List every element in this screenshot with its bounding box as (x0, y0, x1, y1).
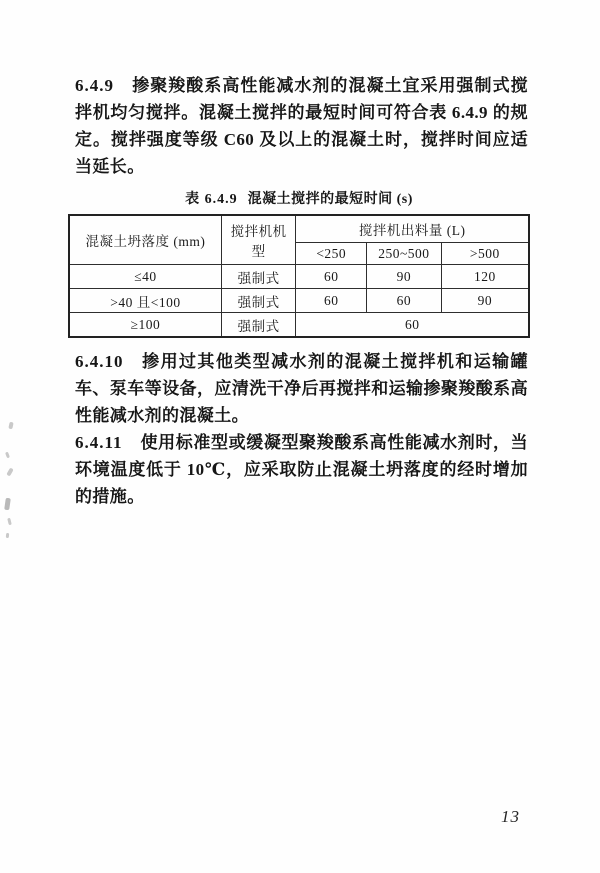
cell-value: 60 (296, 289, 367, 313)
pencil-mark (7, 518, 12, 526)
table-row (69, 313, 529, 338)
cell-mixer: 强制式 (221, 265, 296, 289)
clause-number: 6.4.9 (75, 76, 114, 95)
table-row (69, 265, 529, 289)
clause-text: 掺用过其他类型减水剂的混凝土搅拌机和运输罐车、泵车等设备，应清洗干净后再搅拌和运输掺聚羧酸系高性能减水剂的混凝土。 (75, 352, 528, 425)
clause-text: 掺聚羧酸系高性能减水剂的混凝土宜采用强制式搅拌机均匀搅拌。混凝土搅拌的最短时间可符合表 6.4.9 的规定。搅拌强度等级 C60 及以上的混凝土时，搅拌时间应适当延长。 (75, 76, 528, 176)
cell-slump: ≥100 (69, 313, 221, 338)
pencil-mark (6, 533, 9, 538)
pencil-mark (5, 452, 10, 459)
header-discharge-group: 搅拌机出料量 (L) (296, 215, 529, 243)
clause-6-4-11 (75, 429, 528, 510)
clause-number: 6.4.10 (75, 352, 124, 371)
header-discharge-gt500: >500 (441, 243, 529, 265)
cell-mixer: 强制式 (221, 289, 296, 313)
cell-value-merged: 60 (296, 313, 529, 338)
table-title (68, 188, 530, 208)
header-discharge-250-500: 250~500 (367, 243, 442, 265)
cell-value: 90 (441, 289, 529, 313)
page-number: 13 (501, 807, 520, 826)
pencil-mark (8, 422, 13, 430)
pencil-mark (4, 498, 11, 511)
cell-value: 120 (441, 265, 529, 289)
cell-value: 60 (296, 265, 367, 289)
header-mixer-type: 搅拌机机型 (221, 215, 296, 265)
table-title-text: 混凝土搅拌的最短时间 (s) (247, 192, 413, 207)
clause-text: 使用标准型或缓凝型聚羧酸系高性能减水剂时，当环境温度低于 10℃，应采取防止混凝土坍落度的经时增加的措施。 (75, 433, 528, 506)
cell-mixer: 强制式 (221, 313, 296, 338)
table-label: 表 6.4.9 (185, 192, 238, 207)
header-discharge-lt250: <250 (296, 243, 367, 265)
clause-6-4-10 (75, 348, 528, 429)
cell-value: 60 (367, 289, 442, 313)
cell-slump: >40 且<100 (69, 289, 221, 313)
cell-slump: ≤40 (69, 265, 221, 289)
pencil-mark (6, 468, 13, 477)
table-header-row-1 (69, 215, 529, 243)
mixing-time-table (68, 214, 530, 338)
page-content (75, 72, 528, 510)
clause-number: 6.4.11 (75, 433, 123, 452)
table-row (69, 289, 529, 313)
clause-6-4-9 (75, 72, 528, 180)
table-6-4-9-block (68, 188, 530, 338)
cell-value: 90 (367, 265, 442, 289)
header-slump: 混凝土坍落度 (mm) (69, 215, 221, 265)
